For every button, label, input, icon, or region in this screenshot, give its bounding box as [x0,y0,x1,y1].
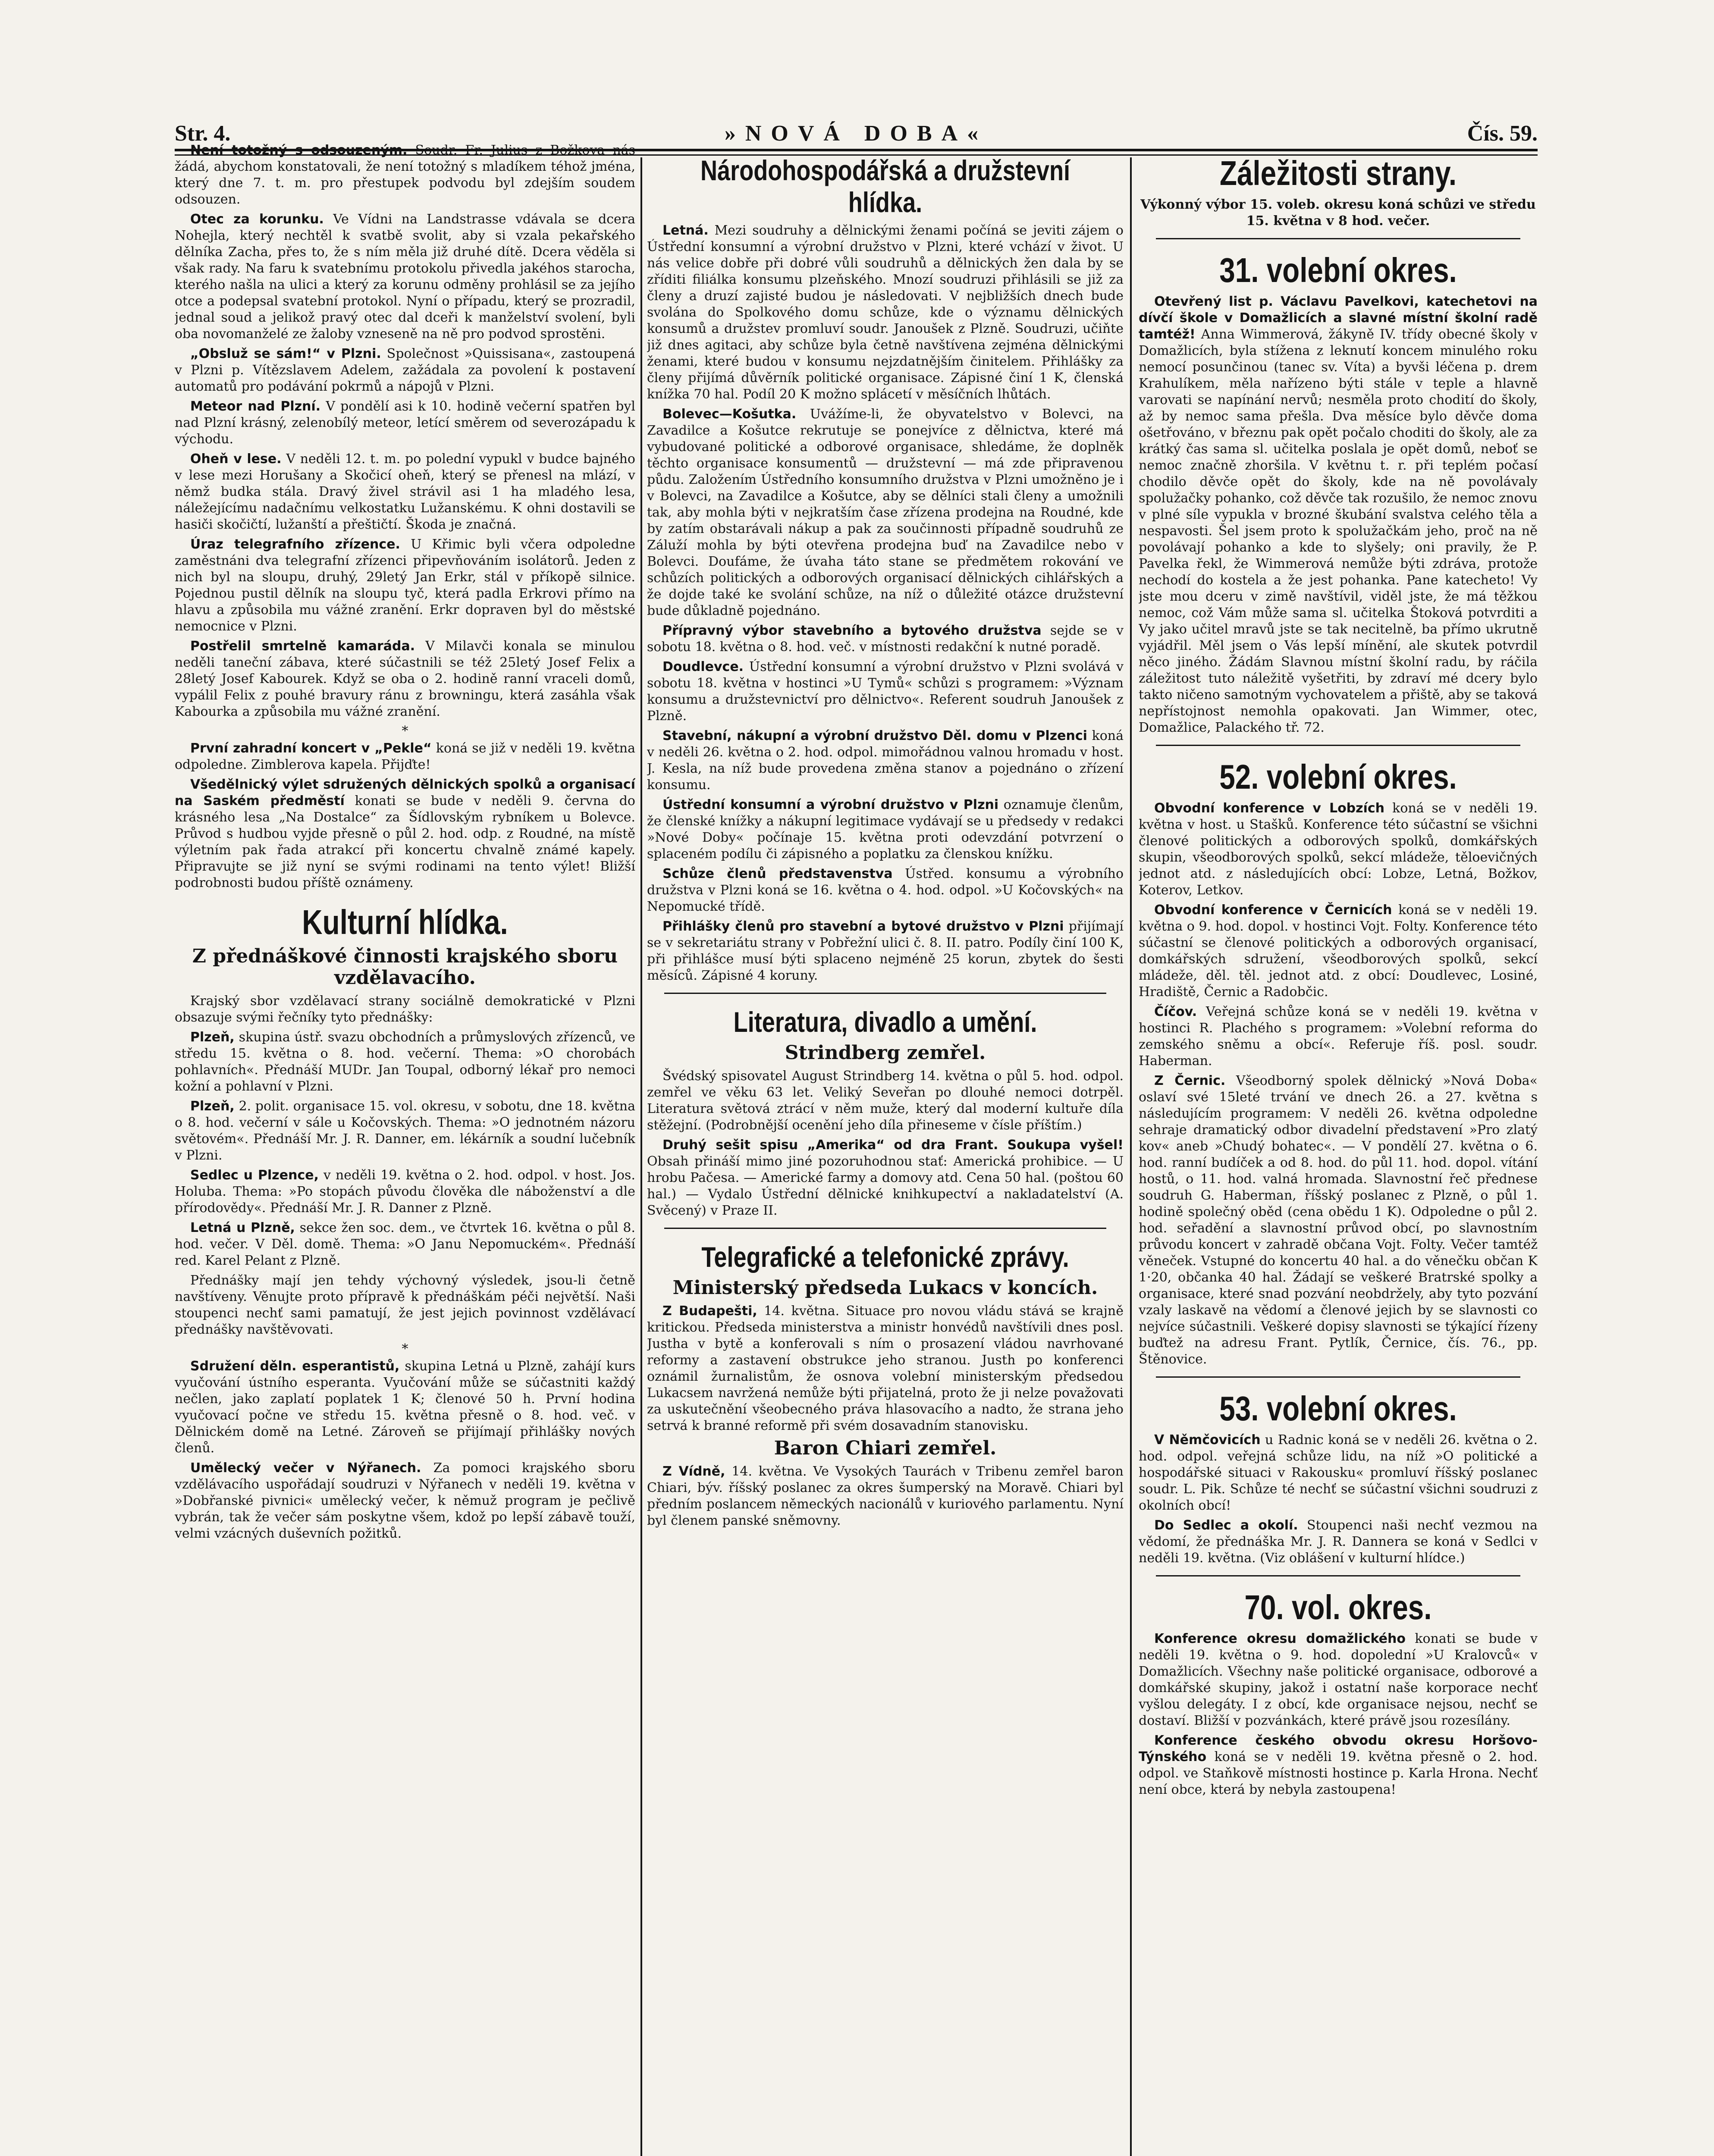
divider [1156,238,1520,239]
news-item-lead: Plzeň, [190,1030,235,1045]
subheading: Z přednáškové činnosti krajského sboru vzdělavacího. [192,945,618,989]
news-item-text: V Milavči konala se minulou neděli taneční zábava, které súčastnili se též 25letý Josef Felix a 28letý Josef Kabourek. Když se oba o 2. hodině ranní vraceli domů, vypálil Felix z pouhé bravury ránu z browningu, která zasáhla však Kabourka a způsobila mu vážné zranění. [175,639,635,719]
news-item-lead: Postřelil smrtelně kamaráda. [190,639,415,654]
news-item-lead: Do Sedlec a okolí. [1154,1518,1298,1533]
news-item-text: 2. polit. organisace 15. vol. okresu, v sobotu, dne 18. května o 8. hod. večerní v sále u Kočovských. Thema: »O jednotném názoru světovém«. Přednáší Mr. J. R. Danner, em. lékárník a soudní lučebník v Plzni. [175,1099,635,1163]
news-item-text: konati se bude v neděli 9. června do krásného lesa „Na Dostalce“ za Šídlovským rybníkem u Bolevce. Průvod s hudbou vyjde přesně o půl 2. hod. odp. z Roudné, na místě výletním pak řada atrakcí při koncertu chvalně známé kapely. Připravujte se již nyní se svými rodinami na tento výlet! Bližší podrobnosti budou příště oznámeny. [175,793,635,890]
news-item-text: koná se v neděli 19. května v host. u Stašků. Konference této súčastní se všichni členové politických a odborových spolků, domkářských skupin, všeodborových spolků, sekcí mládeže, těloevičných jednot atd. z následujících obcí: Lobze, Letná, Božkov, Koterov, Letkov. [1139,801,1538,898]
news-item-lead: Sedlec u Plzence, [190,1168,319,1183]
news-item [175,1460,635,1542]
news-item-lead: Z Vídně, [662,1464,725,1479]
column-middle [647,142,1124,2156]
section-heading: Národohospodářská a družstevní hlídka. [700,154,1070,218]
news-item [175,1098,635,1164]
news-item-lead: Sdružení děln. esperantistů, [190,1359,400,1374]
article-paragraph: Přednášky mají jen tehdy výchovný výsledek, jsou-li četně navštíveny. Věnujte proto přípravě k přednáškám péči největší. Naši stoupenci nechť sami pamatují, že jest jejich povinnost vzdělávací přednášky navštěvovati. [175,1273,635,1337]
news-item-lead: Přípravný výbor stavebního a bytového družstva [662,623,1042,638]
news-item-text: skupina ústř. svazu obchodních a průmyslových zřízenců, ve středu 15. května o 8. hod. večerní. Thema: »O chorobách pohlavních«. Přednáší MUDr. Jan Toupal, odborný lékař pro nemoci kožní a pohlavní v Plzni. [175,1030,635,1094]
news-item [175,1167,635,1216]
news-item-lead: „Obsluž se sám!“ v Plzni. [190,346,381,361]
news-item-lead: V Němčovicích [1154,1432,1261,1448]
subheading: Ministerský předseda Lukacs v koncích. [672,1277,1098,1299]
news-item-lead: Obvodní konference v Černicích [1154,903,1392,918]
news-item-lead: Letná. [662,223,709,238]
news-item-lead: Bolevec—Košutka. [662,407,797,422]
news-item [1139,902,1538,1000]
news-item [175,398,635,448]
news-item [175,1220,635,1269]
news-item-lead: Doudlevce. [662,659,744,674]
news-item-lead: Schůze členů představenstva [662,866,893,881]
subheading: Strindberg zemřel. [785,1042,986,1064]
news-item [175,1029,635,1095]
news-item-lead: Otec za korunku. [190,212,324,227]
section-separator: * [402,724,408,739]
news-item-lead: Stavební, nákupní a výrobní družstvo Děl. domu v Plzenci [662,728,1087,743]
news-item-text: oznamuje členům, že členské knížky a nákupní legitimace vydávají se u předsedy v redakci »Nové Doby« počínaje 15. května proti odevzdání potvrzení o splaceném podílu či zápisného a poplatku za členskou knížku. [647,797,1124,862]
news-item [175,638,635,720]
news-item-text: přijímají se v sekretariátu strany v Pobřežní ulici č. 8. II. patro. Podíly činí 100 K, při přihlášce musí býti splaceno nejméně 25 korun, zbytek do šesti měsíců. Zápisné 4 koruny. [647,919,1124,983]
divider [1156,745,1520,746]
masthead: »NOVÁ DOBA« [724,121,988,146]
news-item [1139,1432,1538,1514]
news-item-lead: Přihlášky členů pro stavební a bytové družstvo v Plzni [662,919,1064,934]
news-item-lead: Meteor nad Plzní. [190,399,321,414]
news-item-text: 14. května. Situace pro novou vládu stává se krajně kritickou. Předseda ministerstva a ministr honvédů navštívili dnes posl. Justha v bytě a konferovali s ním o prosazení vládou navrhované reformy a zastavení obstrukce jeho stranou. Justh po konferenci oznámil žurnalistům, že osnova volební ministerským předsedou Lukacsem navržená nemůže býti přijatelná, proto že ji nelze považovati za uskutečnění všeobecného práva hlasovacího a nadto, že strana jeho setrvá k branné reformě při svém dosavadním stanovisku. [647,1304,1124,1433]
news-item-text: koná se v neděli 19. května o 9. hod. dopol. v hostinci Vojt. Folty. Konference této súčastní se členové politických a odborových organisací, domkářských sdružení, všeodborových spolků, sekcí mládeže, děl. těl. jednot atd. z obcí: Doudlevec, Losiné, Hradiště, Černic a Radobčic. [1139,903,1538,1000]
news-item-lead: Z Budapešti, [662,1304,757,1319]
news-item-text: U Křimic byli včera odpoledne zaměstnáni dva telegrafní zřízenci připevňováním isolátorů. Jeden z nich byl na sloupu, druhý, 29letý Jan Erkr, stál v příkopě silnice. Pojednou pustil dělník na sloupu tyč, která padla Erkrovi přímo na hlavu a způsobila mu vážné zranění. Erkr dopraven byl do městské nemocnice v Plzni. [175,537,635,634]
news-item-text: Uvážíme-li, že obyvatelstvo v Bolevci, na Zavadilce a Košutce rekrutuje se ponejvíce z dělnictva, které má vybudované politické a odborové organisace, shledáme, že doplněk těchto organisace konsumentů — družstevní — má zde připravenou půdu. Založením Ústředního konsumního družstva v Plzni umožněno je i v Bolevci, na Zavadilce a Košutce, aby se dělníci stali členy a umožnili tak, aby mohla býti v nejkratším čase zřízena prodejna na Roudné, kde by zatím obstarávali nákup a pak za součinnosti případně soudruhů ze Záluží mohla by býti otevřena prodejna buď na Zavadilce nebo v Bolevci. Doufáme, že úvaha táto stane se předmětem rokování ve schůzích politických a odborových organisací dělnických cihlářských a že dojde také ke svolání schůze, na níž o důležité otázce družstevní bude důkladně pojednáno. [647,407,1124,618]
news-item-lead: Konference okresu domažlického [1154,1631,1406,1646]
news-item-lead: Z Černic. [1154,1073,1226,1088]
column-divider [1130,157,1132,2156]
news-item [175,777,635,891]
news-item-text: Veřejná schůze koná se v neděli 19. května v hostinci R. Plachého s programem: »Volební reforma do zemského sněmu a obcí«. Referuje říš. posl. soudr. Haberman. [1139,1004,1538,1069]
section-heading: 53. volební okres. [1219,1389,1457,1428]
column-right [1139,142,1538,2156]
divider [664,993,1106,994]
news-item-text: skupina Letná u Plzně, zahájí kurs vyučování ústního esperanta. Vyučování může se súčastniti každý nečlen, jako zaplatí poplatek 1 K; členové 50 h. První hodina vyučovací počne ve středu 15. května přesně o 8. hod. več. v Dělnickém domě na Letné. Zároveň se přijímají přihlášky nových členů. [175,1359,635,1456]
news-item [175,142,635,208]
news-item [175,536,635,635]
news-item [1139,294,1538,736]
news-item [1139,1517,1538,1567]
news-item-text: Ústřední konsumní a výrobní družstvo v Plzni svolává v sobotu 18. května v hostinci »U Tymů« schůzi s programem: »Význam konsumu a družstevnictví pro dělnictvo«. Referent soudruh Janoušek z Plzně. [647,659,1124,724]
news-item [175,346,635,395]
news-item-text: V pondělí asi k 10. hodině večerní spatřen byl nad Plzní krásný, zelenobílý meteor, letící směrem od severozápadu k východu. [175,399,635,447]
news-item-text: v neděli 19. května o 2. hod. odpol. v host. Jos. Holuba. Thema: »Po stopách původu člověka dle náboženství a dle přírodovědy«. Přednáší Mr. J. R. Danner z Plzně. [175,1168,635,1216]
news-item-lead: Druhý sešit spisu „Amerika“ od dra Frant. Soukupa vyšel! [662,1138,1124,1153]
news-item [647,866,1124,915]
news-item [647,222,1124,403]
news-item-text: Za pomoci krajského sboru vzdělávacího uspořádají soudruzi v Nýřanech v neděli 19. května v »Dobřanské pivnici« umělecký večer, k němuž program je pečlivě vybrán, tak že večer sám poskytne všem, kdož po lepší zábavě touží, velmi vzácných duševních požitků. [175,1460,635,1541]
news-item [1139,1073,1538,1368]
news-item-text: Stoupenci naši nechť vezmou na vědomí, že přednáška Mr. J. R. Dannera se koná v Sedlci v neděli 19. května. (Viz oblášení v kulturní hlídce.) [1139,1518,1538,1566]
news-item-lead: První zahradní koncert v „Pekle“ [190,741,432,756]
section-heading: 31. volební okres. [1219,251,1457,289]
news-item [647,623,1124,655]
news-item [647,1137,1124,1219]
news-item [175,740,635,773]
section-heading: Záležitosti strany. [1219,154,1457,192]
section-heading: Kulturní hlídka. [302,903,508,941]
news-item [1139,1004,1538,1069]
news-item [647,1463,1124,1529]
news-item-text: V neděli 12. t. m. po polední vypukl v budce bajného v lese mezi Horušany a Skočicí oheň, který se přenesl na mlází, v němž budka stála. Dravý živel strávil asi 1 ha mladého lesa, náležejícímu nadačnímu velkostatku Lužanskému. K ohni dostavili se hasiči skočičtí, lužanští a přeštičtí. Škoda je značná. [175,451,635,532]
news-item-text: koná se v neděli 19. května přesně o 2. hod. odpol. ve Staňkově místnosti hostince p. Karla Hrona. Nechť není obce, která by nebyla zastoupena! [1139,1749,1538,1797]
news-item-text: Obsah přináší mimo jiné pozoruhodnou stať: Americká prohibice. — U hrobu Pačesa. — Americké farmy a domovy atd. Cena 50 hal. (poštou 60 hal.) — Vydalo Ústřední dělnické knihkupectví a nakladatelství (A. Svěcený) v Praze II. [647,1154,1124,1218]
news-item-text: Soudr. Fr. Julius z Božkova nás žádá, abychom konstatovali, že není totožný s mladíkem téhož jména, který dne 7. t. m. pro přestupek podvodu byl zdejším soudem odsouzen. [175,143,635,207]
article-paragraph: Krajský sbor vzdělavací strany sociálně demokratické v Plzni obsazuje svými řečníky tyto přednášky: [175,993,635,1025]
news-item-lead: Otevřený list p. Václavu Pavelkovi, katechetovi na dívčí škole v Domažlicích a slavné místní školní radě tamtéž! [1139,294,1538,342]
news-item-text: konati se bude v neděli 19. května o 9. hod. dopolední »U Kralovců« v Domažlicích. Všechny naše politické organisace, odborové a domkářské skupiny, jakož i ostatní naše korporace nechť vyšlou delegáty. I z obcí, kde organisace nejsou, nechť se dostaví. Bližší v pozvánkách, které právě jsou rozesílány. [1139,1631,1538,1728]
section-heading: Literatura, divadlo a umění. [733,1006,1037,1038]
news-item [647,659,1124,724]
news-item-lead: Není totožný s odsouzeným. [190,143,408,158]
news-item-lead: Konference českého obvodu okresu Horšovo-Týnského [1139,1733,1538,1764]
divider [1156,1376,1520,1378]
news-item-lead: Umělecký večer v Nýřanech. [190,1460,421,1476]
column-divider [640,157,642,2156]
news-item-text: Ve Vídni na Landstrasse vdávala se dcera Nohejla, který nechtěl k svatbě svolit, aby si vzala pekařského dělníka Zacha, přes to, že s ním měla již druhé dítě. Dcera věděla si však rady. Na faru k svatebnímu protokolu přivedla jakéhos starocha, kterého našla na ulici a který za korunu odměny prohlásil se za jejího otce a podepsal svatební protokol. Nyní o případu, který se prozradil, jednal soud a jelikož pravý otec dal dceři k manželství svolení, byli oba novomanželé ze žaloby vzneseně na ně pro podvod sprostěni. [175,212,635,342]
news-item-text: Anna Wimmerová, žákyně IV. třídy obecné školy v Domažlicích, byla stížena z leknutí koncem minulého roku nemocí posunčinou (tanec sv. Víta) a byvši léčena p. drem Krahulíkem, měla nařízeno býti stále v teple a hlavně varovati se napínání nervů; nesměla proto chodití do školy, až by nemoc sama přešla. Dva měsíce bylo děvče doma ošetřováno, v březnu pak opět počalo choditi do školy, ale za krátký čas sama sl. učitelka poslala je opět domů, neboť se nemoc značně zhoršila. V květnu t. r. při teplém počasí chodilo děvče opět do školy, kde na ně povolávaly spolužačky pohanko, což děvče tak rozušilo, že nemoc znovu v plné síle vypukla v brozné škubání svalstva celého těla a nespavosti. Šel jsem proto k spolužačkám jeho, proč na ně povolávají pohanko a kde to slyšely; oni pravily, že P. Pavelka řekl, že Wimmerová nemůže býti zdráva, protože nechodí do kostela a že jest pohanka. Pane katecheto! Vy jste mou dceru v zimě navštívil, viděl jste, že má těžkou nemoc, což Vám může sama sl. učitelka Štoková potvrditi a Vy jako učitel mravů jste se tak necitelně, ba přímo ukrutně vyjádřil. Měl jsem o Vás lepší mínění, ale skutek potvrdil něco jiného. Žádám Slavnou místní školní radu, by ráčila záležitost tuto náležitě vyšetřiti, by zdraví mé dcery bylo takto ničeno samotným vychovatelem a přiště, aby se taková nepřístojnost nemohla opakovati. Jan Wimmer, otec, Domažlice, Palackého tř. 72. [1139,327,1538,735]
news-item-lead: Všedělnický výlet sdružených dělnických spolků a organisací na Saském předměstí [175,777,635,808]
news-item-text: koná v neděli 26. května o 2. hod. odpol. mimořádnou valnou hromadu v host. J. Kesla, na níž bude provedena změna stanov a pojednáno o zřízení konsumu. [647,728,1124,793]
news-item [175,451,635,533]
news-item-lead: Oheň v lese. [190,451,282,467]
news-item [647,797,1124,862]
news-item-text: koná se již v neděli 19. května odpoledne. Zimblerova kapela. Přijďte! [175,741,635,772]
column-left [175,142,635,2156]
notice-paragraph: Výkonný výbor 15. voleb. okresu koná schůzi ve středu 15. května v 8 hod. večer. [1140,197,1536,229]
news-item-lead: Číčov. [1154,1004,1197,1019]
news-item-text: sejde se v sobotu 18. května o 8. hod. več. v místnosti redakční k nutné poradě. [647,623,1124,655]
section-heading: Telegrafické a telefonické zprávy. [701,1241,1069,1273]
news-item-text: sekce žen soc. dem., ve čtvrtek 16. května o půl 8. hod. večer. V Děl. domě. Thema: »O Janu Nepomuckém«. Přednáší red. Karel Pelant z Plzně. [175,1220,635,1268]
section-heading: 70. vol. okres. [1244,1588,1432,1626]
news-item-text: 14. května. Ve Vysokých Taurách v Tribenu zemřel baron Chiari, býv. říšský poslanec za okres šumperský na Moravě. Chiari byl předním poslancem německých nacionálů v kuriového parlamentu. Nyní byl členem panské sněmovny. [647,1464,1124,1528]
news-item-lead: Letná u Plzně, [190,1220,295,1235]
issue-number: Čís. 59. [1467,121,1538,146]
news-item [175,211,635,342]
news-item-lead: Obvodní konference v Lobzích [1154,801,1385,816]
article-paragraph: Švédský spisovatel August Strindberg 14. května o půl 5. hod. odpol. zemřel ve věku 63 let. Veliký Seveřan po dlouhé nemoci dotrpěl. Literatura světová ztrácí v něm muže, který dal moderní kultuře díla stěžejní. (Podrobnější ocenění jeho díla přineseme v čísle příštím.) [647,1069,1124,1133]
news-item [647,406,1124,619]
subheading: Baron Chiari zemřel. [774,1437,997,1459]
news-item-lead: Ústřední konsumní a výrobní družstvo v Plzni [662,797,999,812]
news-item-text: Ústřed. konsumu a výrobního družstva v Plzni koná se 16. května o 4. hod. odpol. »U Kočovských« na Nepomucké třídě. [647,866,1124,914]
divider [1156,1575,1520,1576]
page-number: Str. 4. [175,121,231,146]
news-item [647,728,1124,793]
news-item-lead: Úraz telegrafního zřízence. [190,537,400,552]
news-item [647,1303,1124,1434]
news-item [175,1358,635,1457]
news-item [1139,1631,1538,1729]
news-item [647,918,1124,984]
news-item-text: u Radnic koná se v neděli 26. května o 2. hod. odpol. veřejná schůze lidu, na níž »O politické a hospodářské situaci v Rakousku« promluví říšský poslanec soudr. L. Pik. Schůze té nechť se súčastní všichni soudruzi z okolních obcí! [1139,1432,1538,1513]
news-item-text: Všeodborný spolek dělnický »Nová Doba« oslaví své 15leté trvání ve dnech 26. a 27. května s následujícím programem: V neděli 26. května odpoledne sehraje dramatický odbor divadelní představení »Pro zlatý kov« aneb »Chudý bohatec«. — V pondělí 27. května o 6. hod. ranní budíček a od 8. hod. do půl 11. hod. dopol. vítání hostů, o 11. hod. valná hromada. Slavnostní řeč přednese soudruh G. Haberman, říšský poslanec z Plzně, o půl 1. hodině společný oběd (cena obědu 1 K). Odpoledne o půl 2. hod. seřadění a slavnostní průvod obcí, po slavnostním průvodu koncert v zahradě občana Vojt. Folty. Večer tamtéž věneček. Vstupné do koncertu 40 hal. a do věnečku občan K 1·20, občanka 40 hal. Žádají se veškeré Bratrské spolky a organisace, které snad pozvání neobdržely, aby tyto pozvání vzaly laskavě na vědomí a členové jejich by se slavnosti co nejvíce súčastnili. Veškeré dopisy slavnosti se týkající řízeny buďtež na adresu Frant. Pytlík, Černice, čís. 76., pp. Štěnovice. [1139,1073,1538,1367]
news-item-lead: Plzeň, [190,1099,235,1114]
divider [664,1228,1106,1229]
news-item [1139,1733,1538,1798]
section-separator: * [402,1341,408,1357]
news-item-text: Společnost »Quissisana«, zastoupená v Plzni p. Vítězslavem Adelem, zažádala za povolení k postavení automatů pro podávání pokrmů a nápojů v Plzni. [175,346,635,394]
news-item-text: Mezi soudruhy a dělnickými ženami počíná se jeviti zájem o Ústřední konsumní a výrobní družstvo v Plzni, které vchází v život. U nás velice dobře při dobré vůli soudruhů a dělnických žen dala by se zříditi filiálka konsumu plzeňského. Mnozí soudruzi přihlásili se již za členy a druzí zajisté budou je následovati. V nejbližších dnech bude svolána do Spolkového domu schůze, kde o významu dělnických konsumů a družstev promluví soudr. Janoušek z Plzně. Soudruzi, učiňte již dnes agitaci, aby schůze byla četně navštívena zejména dělnickými ženami, které budou v konsumu nejzdatnějším činitelem. Přihlášky za členy přijímá důvěrník politické organisace. Zápisné činí 1 K, členská knížka 70 hal. Podíl 20 K možno splácetí v měsíčních lhůtách. [647,223,1124,402]
section-heading: 52. volební okres. [1219,758,1457,796]
news-item [1139,800,1538,899]
